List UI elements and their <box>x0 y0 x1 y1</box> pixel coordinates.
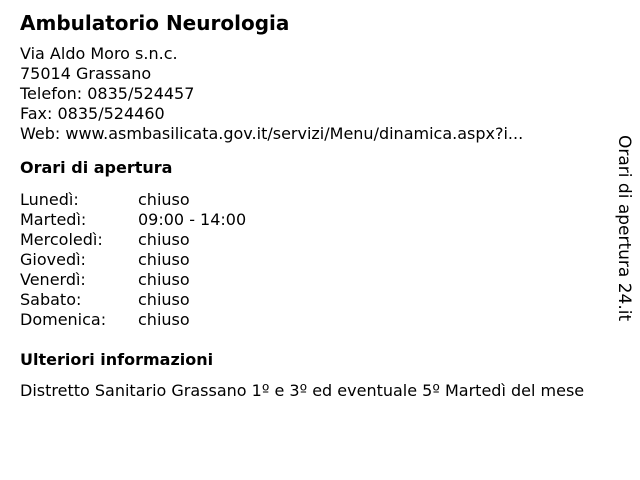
hours-row-saturday <box>20 290 620 310</box>
website-link[interactable]: Web: www.asmbasilicata.gov.it/servizi/Menu/dinamica.aspx?i... <box>20 124 524 143</box>
hours-time-value: chiuso <box>138 270 190 289</box>
fax-number: Fax: 0835/524460 <box>20 104 165 123</box>
hours-row-sunday <box>20 310 620 330</box>
page-title: Ambulatorio Neurologia <box>20 11 290 35</box>
hours-row-wednesday <box>20 230 620 250</box>
hours-day-label: Mercoledì: <box>20 230 103 249</box>
hours-table <box>20 190 620 330</box>
hours-time-value: chiuso <box>138 230 190 249</box>
address-city: 75014 Grassano <box>20 64 152 83</box>
phone-number: Telefon: 0835/524457 <box>20 84 195 103</box>
hours-day-label: Martedì: <box>20 210 87 229</box>
listing-card <box>20 10 620 401</box>
info-text: Distretto Sanitario Grassano 1º e 3º ed eventuale 5º Martedì del mese <box>20 381 585 400</box>
hours-time-value: chiuso <box>138 250 190 269</box>
hours-heading: Orari di apertura <box>20 158 173 177</box>
info-heading: Ulteriori informazioni <box>20 350 214 369</box>
hours-day-label: Venerdì: <box>20 270 86 289</box>
hours-day-label: Sabato: <box>20 290 82 309</box>
hours-row-friday <box>20 270 620 290</box>
hours-row-tuesday <box>20 210 620 230</box>
hours-time-value: chiuso <box>138 190 190 209</box>
hours-row-thursday <box>20 250 620 270</box>
address-street: Via Aldo Moro s.n.c. <box>20 44 178 63</box>
site-watermark: Orari di apertura 24.it <box>614 135 634 322</box>
hours-row-monday <box>20 190 620 210</box>
address-block <box>20 44 620 144</box>
hours-day-label: Lunedì: <box>20 190 79 209</box>
hours-time-value: chiuso <box>138 310 190 329</box>
hours-day-label: Giovedì: <box>20 250 86 269</box>
hours-time-value: chiuso <box>138 290 190 309</box>
hours-time-value: 09:00 - 14:00 <box>138 210 247 229</box>
hours-day-label: Domenica: <box>20 310 107 329</box>
